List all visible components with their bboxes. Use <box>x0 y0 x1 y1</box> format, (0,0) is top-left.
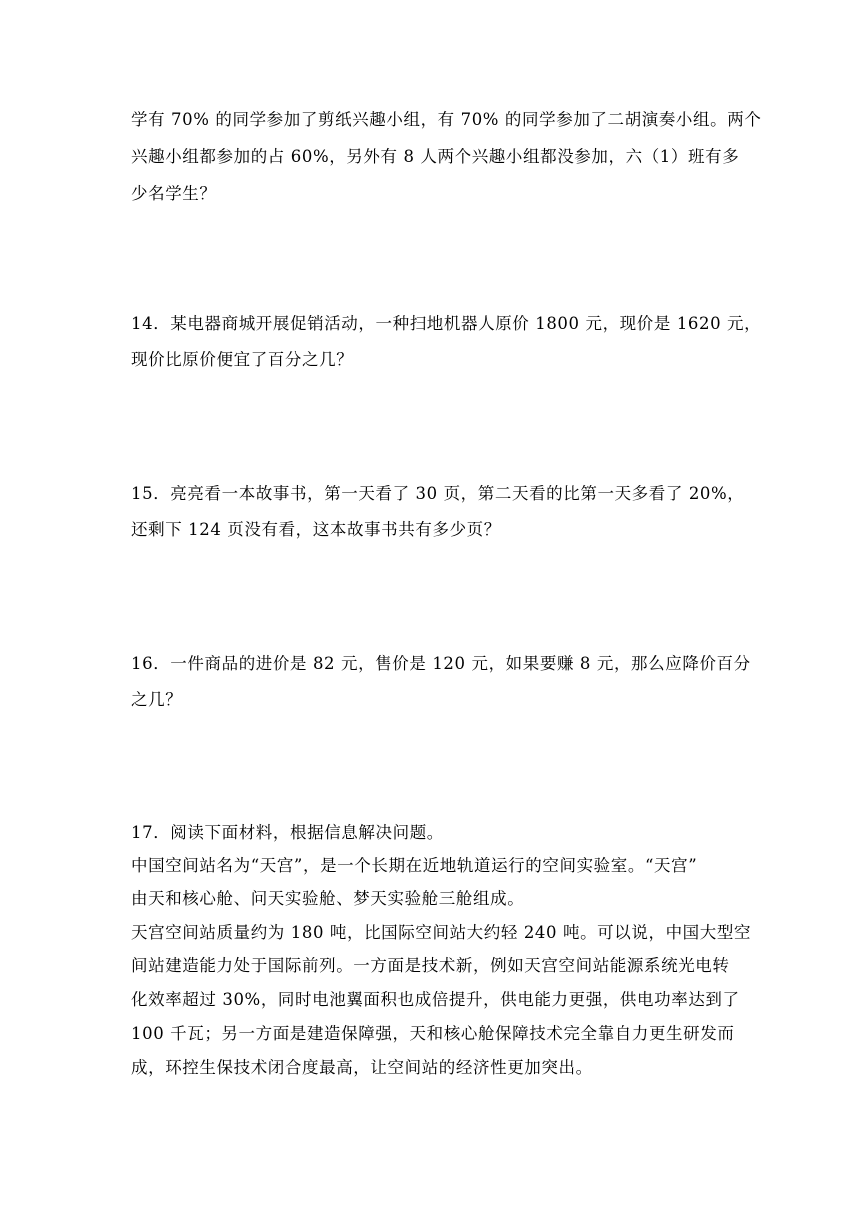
q17-material-line-7: 成，环控生保技术闭合度最高，让空间站的经济性更加突出。 <box>131 1058 593 1077</box>
q15-line-1: 15．亮亮看一本故事书，第一天看了 30 页，第二天看的比第一天多看了 20%， <box>131 484 745 503</box>
q13-line-1: 学有 70% 的同学参加了剪纸兴趣小组，有 70% 的同学参加了二胡演奏小组。两个 <box>131 110 762 129</box>
q13-line-3: 少名学生？ <box>131 184 217 203</box>
q17-material-line-2: 由天和核心舱、问天实验舱、梦天实验舱三舱组成。 <box>131 889 525 908</box>
q17-material-line-1: 中国空间站名为“天宫”，是一个长期在近地轨道运行的空间实验室。“天宫” <box>131 856 698 875</box>
q16-line-1: 16．一件商品的进价是 82 元，售价是 120 元，如果要赚 8 元，那么应降价百分 <box>131 654 751 673</box>
q14-line-2: 现价比原价便宜了百分之几？ <box>131 350 354 369</box>
q17-material-line-4: 间站建造能力处于国际前列。一方面是技术新，例如天宫空间站能源系统光电转 <box>131 956 730 975</box>
q13-line-2: 兴趣小组都参加的占 60%，另外有 8 人两个兴趣小组都没参加，六（1）班有多 <box>131 147 740 166</box>
q17-material-line-3: 天宫空间站质量约为 180 吨，比国际空间站大约轻 240 吨。可以说，中国大型空 <box>131 923 752 942</box>
q17-title: 17．阅读下面材料，根据信息解决问题。 <box>131 823 444 842</box>
q15-line-2: 还剩下 124 页没有看，这本故事书共有多少页？ <box>131 520 501 539</box>
q14-line-1: 14．某电器商城开展促销活动，一种扫地机器人原价 1800 元，现价是 1620 元， <box>131 314 762 333</box>
q17-material-line-6: 100 千瓦；另一方面是建造保障强，天和核心舱保障技术完全靠自力更生研发而 <box>131 1024 735 1043</box>
q17-material-line-5: 化效率超过 30%，同时电池翼面积也成倍提升，供电能力更强，供电功率达到了 <box>131 990 740 1009</box>
q16-line-2: 之几？ <box>131 690 183 709</box>
